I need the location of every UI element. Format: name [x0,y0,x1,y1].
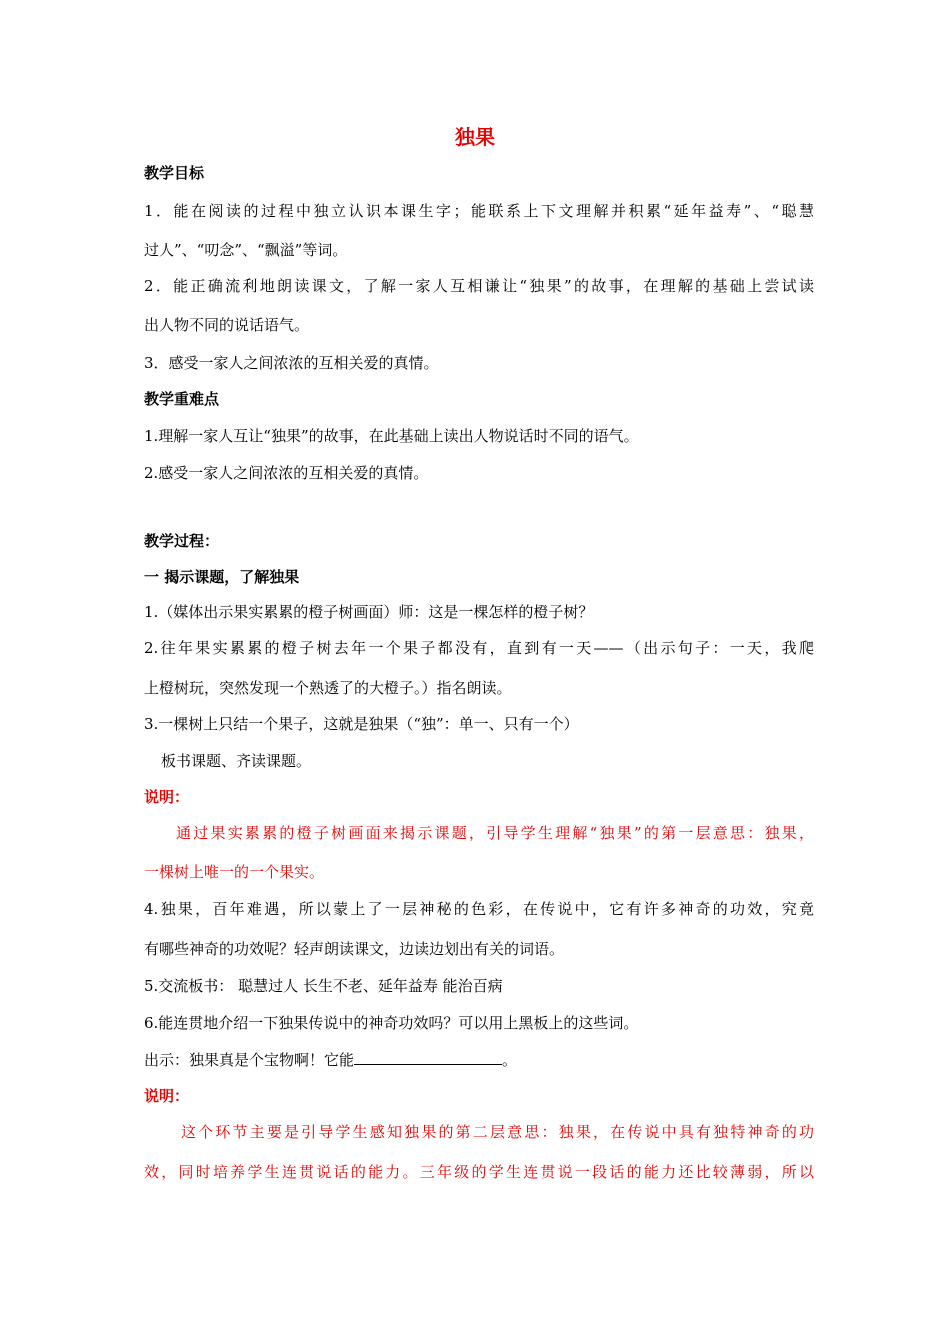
process-heading: 教学过程： [144,532,220,550]
goal-2-line-1: 2．能正确流利地朗读课文，了解一家人互相谦让“独果”的故事，在理解的基础上尝试读 [144,277,814,295]
fill-in-blank [354,1049,502,1065]
note-1-line-2: 一棵树上唯一的一个果实。 [144,863,325,881]
note-1-label: 说明： [144,788,190,806]
show-sentence-suffix: 。 [502,1051,518,1069]
key-point-2: 2.感受一家人之间浓浓的互相关爱的真情。 [144,464,429,482]
goal-2-line-2: 出人物不同的说话语气。 [144,316,310,334]
section-1-heading: 一 揭示课题，了解独果 [144,568,300,586]
page-title: 独果 [455,125,495,149]
step-3: 3.一棵树上只结一个果子，这就是独果（“独”：单一、只有一个） [144,715,579,733]
step-4-line-2: 有哪些神奇的功效呢？轻声朗读课文，边读边划出有关的词语。 [144,940,565,958]
goal-3: 3．感受一家人之间浓浓的互相关爱的真情。 [144,354,439,372]
step-1: 1.（媒体出示果实累累的橙子树画面）师：这是一棵怎样的橙子树？ [144,603,594,621]
note-2-label: 说明： [144,1087,190,1105]
note-2-line-1: 这个环节主要是引导学生感知独果的第二层意思：独果，在传说中具有独特神奇的功 [181,1123,814,1141]
key-points-heading: 教学重难点 [144,390,220,408]
show-sentence [144,1049,814,1070]
step-3-sub: 板书课题、齐读课题。 [161,752,312,770]
step-4-line-1: 4.独果，百年难遇，所以蒙上了一层神秘的色彩，在传说中，它有许多神奇的功效，究竟 [144,900,814,918]
step-5: 5.交流板书： 聪慧过人 长生不老、延年益寿 能治百病 [144,977,503,995]
goal-1-line-2: 过人”、“叨念”、“飘溢”等词。 [144,241,348,259]
note-2-line-2: 效，同时培养学生连贯说话的能力。三年级的学生连贯说一段话的能力还比较薄弱，所以 [144,1163,814,1181]
step-6: 6.能连贯地介绍一下独果传说中的神奇功效吗？可以用上黑板上的这些词。 [144,1014,639,1032]
show-sentence-prefix: 出示：独果真是个宝物啊！它能 [144,1051,355,1069]
goals-heading: 教学目标 [144,164,205,182]
key-point-1: 1.理解一家人互让“独果”的故事，在此基础上读出人物说话时不同的语气。 [144,427,639,445]
goal-1-line-1: 1．能在阅读的过程中独立认识本课生字；能联系上下文理解并积累“延年益寿”、“聪慧 [144,202,814,220]
step-2-line-2: 上橙树玩，突然发现一个熟透了的大橙子。）指名朗读。 [144,679,512,697]
step-2-line-1: 2.往年果实累累的橙子树去年一个果子都没有，直到有一天——（出示句子：一天，我爬 [144,639,814,657]
note-1-line-1: 通过果实累累的橙子树画面来揭示课题，引导学生理解“独果”的第一层意思：独果， [176,824,814,842]
